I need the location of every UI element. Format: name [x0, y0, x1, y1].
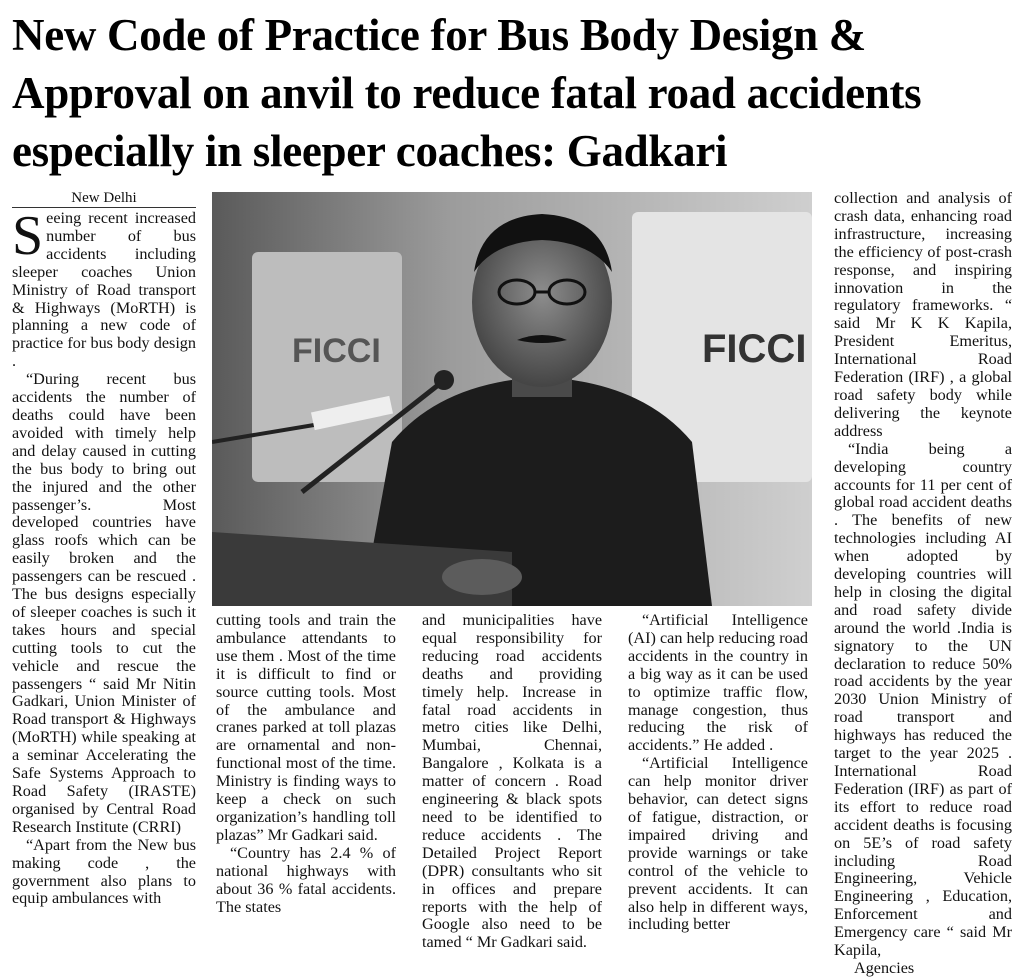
column-4-paragraph-1: “Artificial Intelligence (AI) can help reducing road accidents in the country in a big way as it can be used to optimize traffic flow, manage congestion, thus reducing the risk of accidents.” He added . [628, 611, 808, 755]
article-column-1 [12, 190, 196, 908]
lead-paragraph-text: eeing recent increased number of bus accidents including sleeper coaches Union Ministry of Road transport & Highways (MoRTH) is planning a new code of practice for bus body design . [12, 209, 196, 371]
column-2-paragraph-2: “Country has 2.4 % of national highways with about 36 % fatal accidents. The states [216, 843, 396, 916]
lead-paragraph [12, 205, 196, 371]
article-headline: New Code of Practice for Bus Body Design & Approval on anvil to reduce fatal road accidents especially in sleeper coaches: Gadkari [12, 10, 922, 176]
column-5-paragraph-2: “India being a developing country accounts for 11 per cent of global road accident deaths . The benefits of new technologies including AI when adopted by developing countries will help in closing the digital and road safety divide around the world .India is signatory to the UN declaration to reduce 50% road accidents by the year 2030 Union Ministry of road transport and highways has reduced the target to the year 2025 . International Road Federation (IRF) as part of its effort to reduce road accident deaths is focusing on 5E’s of road safety including Road Engineering, Vehicle Engineering , Education, Enforcement and Emergency care “ said Mr Kapila, [834, 439, 1012, 960]
byline-agencies: Agencies [854, 958, 915, 977]
column-5-paragraph-1: collection and analysis of crash data, enhancing road infrastructure, increasing the efficiency of post-crash response, and inspiring innovation in the regulatory frameworks. “ said Mr K K Kapila, President Emeritus, International Road Federation (IRF) , a global road safety body while delivering the keynote address [834, 189, 1012, 440]
article-column-2 [216, 612, 396, 916]
article-column-3 [422, 612, 602, 952]
drop-cap: S [12, 205, 44, 267]
backdrop-logo-left: FICCI [292, 332, 381, 370]
speaker-photo [212, 192, 812, 606]
backdrop-logo-right: FICCI [702, 327, 807, 371]
dateline: New Delhi [12, 190, 196, 208]
column-3-paragraph-1: and municipalities have equal responsibility for reducing road accidents deaths and providing timely help. Increase in fatal road accidents in metro cities like Delhi, Mumbai, Chennai, Bangalore , Kolkata is a matter of concern . Road engineering & black spots need to be identified to reduce accidents . The Detailed Project Report (DPR) consultants who sit in offices and prepare reports with the help of Google also need to be tamed “ Mr Gadkari said. [422, 611, 602, 952]
article-column-5 [834, 190, 1012, 978]
speaker-hand [442, 559, 522, 595]
column-1-paragraph-3: “Apart from the New bus making code , the government also plans to equip ambulances with [12, 835, 196, 908]
speaker-photo-illustration [212, 192, 812, 606]
article-column-4 [628, 612, 808, 934]
column-2-paragraph-1: cutting tools and train the ambulance attendants to use them . Most of the time it is difficult to find or source cutting tools. Most of the ambulance and cranes parked at toll plazas are ornamental and non-functional most of the time. Ministry is finding ways to keep a check on such organization’s handling toll plazas” Mr Gadkari said. [216, 611, 396, 844]
column-4-paragraph-2: “Artificial Intelligence can help monitor driver behavior, can detect signs of fatigue, distraction, or impaired driving and provide warnings or take control of the vehicle to prevent accidents. It can also help in different ways, including better [628, 754, 808, 934]
column-1-paragraph-2: “During recent bus accidents the number of deaths could have been avoided with timely help and delay caused in cutting the bus body to bring out the injured and the other passenger’s. Most developed countries have glass roofs which can be easily broken and the passengers can be rescued . The bus designs especially of sleeper coaches is such it takes hours and special cutting tools to cut the vehicle and rescue the passengers “ said Mr Nitin Gadkari, Union Minister of Road transport & Highways (MoRTH) while speaking at a seminar Accelerating the Safe Systems Approach to Road Safety (IRASTE) organised by Central Road Research Institute (CRRI) [12, 370, 196, 836]
